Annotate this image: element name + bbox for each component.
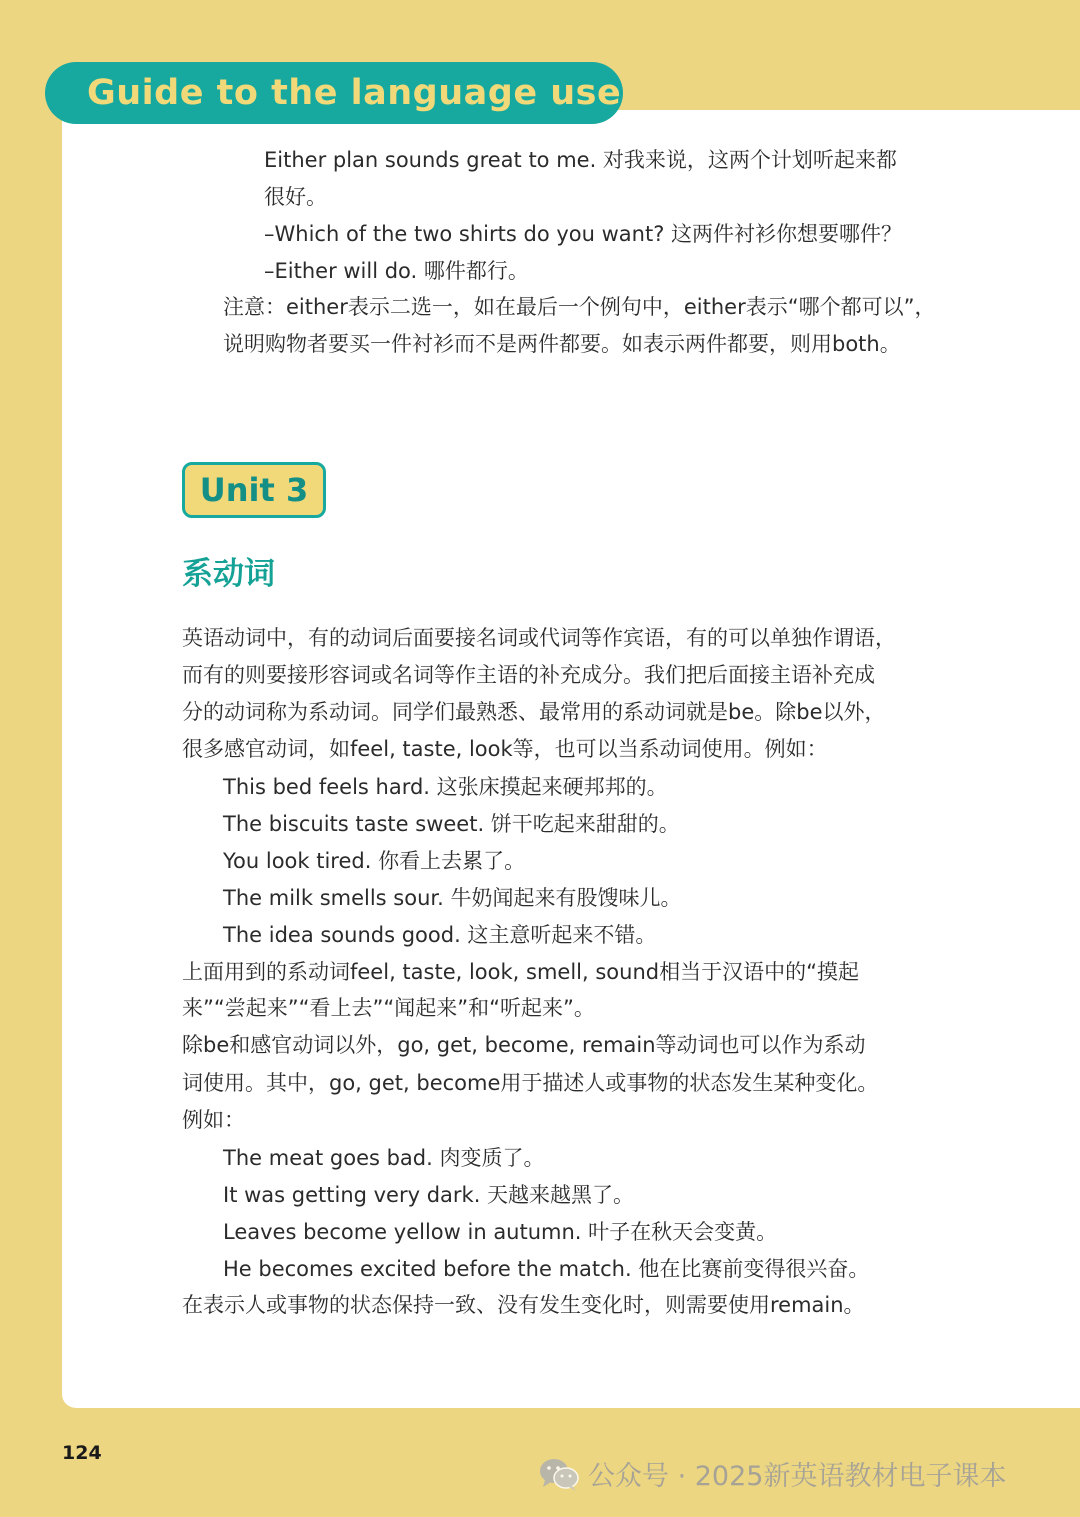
watermark-text: 公众号 · 2025新英语教材电子课本 [588,1461,1007,1492]
unit-label: Unit 3 [199,471,309,509]
watermark [538,1454,1006,1493]
paragraph-line: 例如： [182,1108,245,1132]
example-line: The milk smells sour. 牛奶闻起来有股馊味儿。 [223,886,682,910]
example-line: –Either will do. 哪件都行。 [264,259,529,283]
example-line: The biscuits taste sweet. 饼干吃起来甜甜的。 [223,812,680,836]
paragraph-line: 上面用到的系动词feel, taste, look, smell, sound相当于汉语中的“摸起 [182,960,859,984]
note-line: 说明购物者要买一件衬衫而不是两件都要。如表示两件都要，则用both。 [223,332,901,356]
section-title: 系动词 [182,556,275,592]
example-line: It was getting very dark. 天越来越黑了。 [223,1183,635,1207]
page-number: 124 [62,1442,102,1464]
note-line: 注意：either表示二选一，如在最后一个例句中，either表示“哪个都可以”， [223,295,936,319]
unit-badge [182,462,326,518]
paragraph-line: 而有的则要接形容词或名词等作主语的补充成分。我们把后面接主语补充成 [182,663,875,687]
paragraph-line: 英语动词中，有的动词后面要接名词或代词等作宾语，有的可以单独作谓语， [182,626,896,650]
example-line: You look tired. 你看上去累了。 [223,849,526,873]
example-line: The meat goes bad. 肉变质了。 [223,1146,545,1170]
wechat-icon [538,1456,580,1492]
paragraph-line: 分的动词称为系动词。同学们最熟悉、最常用的系动词就是be。除be以外， [182,700,886,724]
example-line: 很好。 [264,185,327,209]
paragraph-line: 除be和感官动词以外，go, get, become, remain等动词也可以作为系动 [182,1033,866,1057]
header-title: Guide to the language use [87,73,622,113]
paragraph-line: 来”“尝起来”“看上去”“闻起来”和“听起来”。 [182,996,595,1020]
paragraph-line: 词使用。其中，go, get, become用于描述人或事物的状态发生某种变化。 [182,1071,879,1095]
example-line: He becomes excited before the match. 他在比赛前变得很兴奋。 [223,1257,870,1281]
example-line: Leaves become yellow in autumn. 叶子在秋天会变黄。 [223,1220,778,1244]
paragraph-line: 在表示人或事物的状态保持一致、没有发生变化时，则需要使用remain。 [182,1293,865,1317]
header-tab [45,62,623,124]
paragraph-line: 很多感官动词，如feel, taste, look等，也可以当系动词使用。例如： [182,737,828,761]
example-line: –Which of the two shirts do you want? 这两件衬衫你想要哪件？ [264,222,903,246]
example-line: Either plan sounds great to me. 对我来说，这两个计划听起来都 [264,148,897,172]
example-line: This bed feels hard. 这张床摸起来硬邦邦的。 [223,775,668,799]
example-line: The idea sounds good. 这主意听起来不错。 [223,923,657,947]
